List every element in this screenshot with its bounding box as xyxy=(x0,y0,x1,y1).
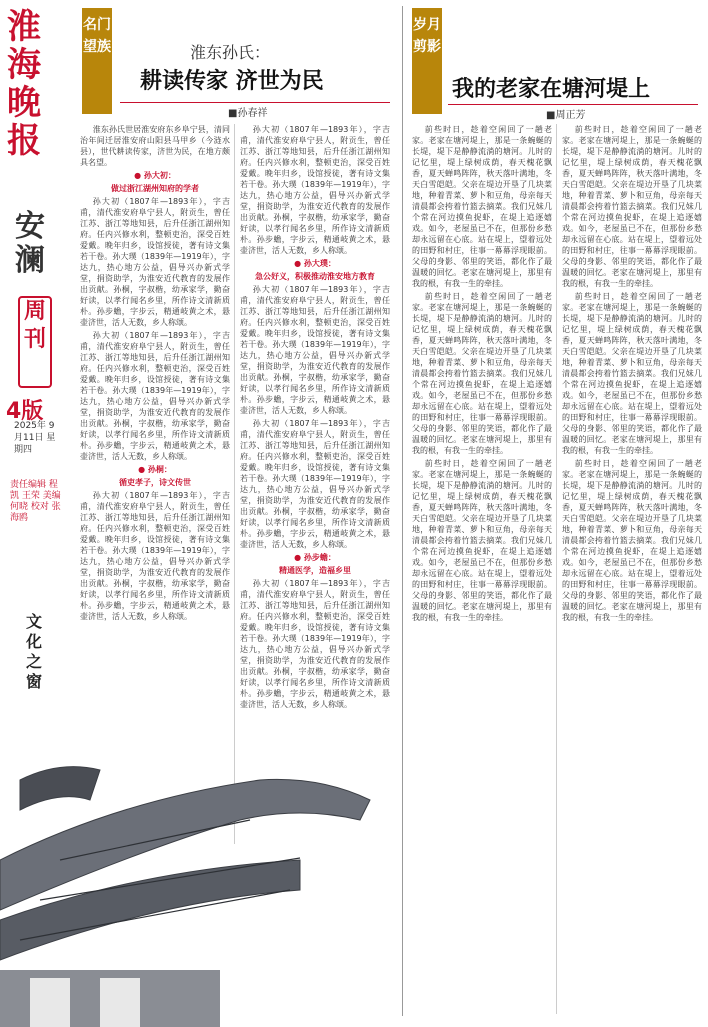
article-title-left: 耕读传家 济世为民 xyxy=(140,69,324,94)
body-paragraph: 孙大初（1807年—1893年），字吉甫，清代淮安府阜宁县人，附贡生，曾任江苏、浙江等地知县，后升任浙江湖州知府。任内兴修水利，整顿吏治，深受百姓爱戴。晚年归乡，设馆授徒，著有诗文集若干卷。孙大璞（1839年—1919年），字达九，热心地方公益，倡导兴办新式学堂，捐资助学，为淮安近代教育的发展作出贡献。孙桐，字叔楷，幼承家学，勤奋好读，以孝行闻名乡里，所作诗文清新质朴。孙步蟾，字步云，精通岐黄之术，悬壶济世，活人无数，乡人称颂。 xyxy=(240,579,390,709)
subhead-2-desc: 急公好义，积极推动淮安地方教育 xyxy=(255,272,375,281)
editorial-staff: 责任编辑 程凯 王荣 美编 何晓 校对 张海鸥 xyxy=(10,480,61,523)
byline-left: ■孙春祥 xyxy=(228,108,268,119)
pavilion-roof-illustration xyxy=(0,740,380,1027)
byline-right: ■周正芳 xyxy=(546,110,586,121)
masthead-title: 淮海晚报 xyxy=(7,7,41,161)
body-paragraph: 孙大初（1807年—1893年），字吉甫，清代淮安府阜宁县人，附贡生，曾任江苏、浙江等地知县，后升任浙江湖州知府。任内兴修水利，整顿吏治，深受百姓爱戴。晚年归乡，设馆授徒，著有诗文集若干卷。孙大璞（1839年—1919年），字达九，热心地方公益，倡导兴办新式学堂，捐资助学，为淮安近代教育的发展作出贡献。孙桐，字叔楷，幼承家学，勤奋好读，以孝行闻名乡里，所作诗文清新质朴。孙步蟾，字步云，精通岐黄之术，悬壶济世，活人无数，乡人称颂。 xyxy=(80,331,230,461)
subhead-4: ● 孙步蟾： xyxy=(294,553,336,562)
edition-badge: 周刊 xyxy=(18,296,52,388)
body-paragraph: 前些时日，趁着空闲回了一趟老家。老家在塘河堤上，那是一条蜿蜒的长堤，堤下是静静流淌的塘河。儿时的记忆里，堤上绿树成荫，春天槐花飘香，夏天蝉鸣阵阵，秋天落叶满地，冬天白雪皑皑。父亲在堤边开垦了几块菜地，种着青菜、萝卜和豆角，母亲每天清晨都会挎着竹篮去摘菜。我们兄妹几个常在河边摸鱼捉虾，在堤上追逐嬉戏。如今，老屋虽已不在，但那份乡愁却永远留在心底。站在堤上，望着远处的田野和村庄，往事一幕幕浮现眼前。父母的身影、邻里的笑语，都化作了最温暖的回忆。老家在塘河堤上，那里有我的根，有我一生的牵挂。 xyxy=(412,125,552,288)
body-paragraph: 前些时日，趁着空闲回了一趟老家。老家在塘河堤上，那是一条蜿蜒的长堤，堤下是静静流淌的塘河。儿时的记忆里，堤上绿树成荫，春天槐花飘香，夏天蝉鸣阵阵，秋天落叶满地，冬天白雪皑皑。父亲在堤边开垦了几块菜地，种着青菜、萝卜和豆角，母亲每天清晨都会挎着竹篮去摘菜。我们兄妹几个常在河边摸鱼捉虾，在堤上追逐嬉戏。如今，老屋虽已不在，但那份乡愁却永远留在心底。站在堤上，望着远处的田野和村庄，往事一幕幕浮现眼前。父母的身影、邻里的笑语，都化作了最温暖的回忆。老家在塘河堤上，那里有我的根，有我一生的牵挂。 xyxy=(412,292,552,455)
issue-date: 2025年 9月11日 星期四 xyxy=(14,421,56,455)
text-column-2 xyxy=(240,124,390,844)
subhead-2: ● 孙大璞： xyxy=(294,259,336,268)
text-column-3 xyxy=(412,124,552,1014)
column-divider xyxy=(556,124,557,1014)
body-paragraph: 孙大初（1807年—1893年），字吉甫，清代淮安府阜宁县人，附贡生，曾任江苏、浙江等地知县，后升任浙江湖州知府。任内兴修水利，整顿吏治，深受百姓爱戴。晚年归乡，设馆授徒，著有诗文集若干卷。孙大璞（1839年—1919年），字达九，热心地方公益，倡导兴办新式学堂，捐资助学，为淮安近代教育的发展作出贡献。孙桐，字叔楷，幼承家学，勤奋好读，以孝行闻名乡里，所作诗文清新质朴。孙步蟾，字步云，精通岐黄之术，悬壶济世，活人无数，乡人称颂。 xyxy=(240,285,390,415)
page-number: 4版 xyxy=(6,399,44,424)
body-paragraph: 孙大初（1807年—1893年），字吉甫，清代淮安府阜宁县人，附贡生，曾任江苏、浙江等地知县，后升任浙江湖州知府。任内兴修水利，整顿吏治，深受百姓爱戴。晚年归乡，设馆授徒，著有诗文集若干卷。孙大璞（1839年—1919年），字达九，热心地方公益，倡导兴办新式学堂，捐资助学，为淮安近代教育的发展作出贡献。孙桐，字叔楷，幼承家学，勤奋好读，以孝行闻名乡里，所作诗文清新质朴。孙步蟾，字步云，精通岐黄之术，悬壶济世，活人无数，乡人称颂。 xyxy=(240,419,390,549)
body-paragraph: 前些时日，趁着空闲回了一趟老家。老家在塘河堤上，那是一条蜿蜒的长堤，堤下是静静流淌的塘河。儿时的记忆里，堤上绿树成荫，春天槐花飘香，夏天蝉鸣阵阵，秋天落叶满地，冬天白雪皑皑。父亲在堤边开垦了几块菜地，种着青菜、萝卜和豆角，母亲每天清晨都会挎着竹篮去摘菜。我们兄妹几个常在河边摸鱼捉虾，在堤上追逐嬉戏。如今，老屋虽已不在，但那份乡愁却永远留在心底。站在堤上，望着远处的田野和村庄，往事一幕幕浮现眼前。父母的身影、邻里的笑语，都化作了最温暖的回忆。老家在塘河堤上，那里有我的根，有我一生的牵挂。 xyxy=(412,459,552,622)
subhead-4-desc: 精通医学，造福乡里 xyxy=(279,566,351,575)
column-divider xyxy=(234,124,235,844)
page-divider xyxy=(402,6,403,1016)
body-paragraph: 前些时日，趁着空闲回了一趟老家。老家在塘河堤上，那是一条蜿蜒的长堤，堤下是静静流淌的塘河。儿时的记忆里，堤上绿树成荫，春天槐花飘香，夏天蝉鸣阵阵，秋天落叶满地，冬天白雪皑皑。父亲在堤边开垦了几块菜地，种着青菜、萝卜和豆角，母亲每天清晨都会挎着竹篮去摘菜。我们兄妹几个常在河边摸鱼捉虾，在堤上追逐嬉戏。如今，老屋虽已不在，但那份乡愁却永远留在心底。站在堤上，望着远处的田野和村庄，往事一幕幕浮现眼前。父母的身影、邻里的笑语，都化作了最温暖的回忆。老家在塘河堤上，那里有我的根，有我一生的牵挂。 xyxy=(562,459,702,622)
article-title-right: 我的老家在塘河堤上 xyxy=(452,77,651,102)
title-rule-right xyxy=(448,104,698,105)
title-rule-left xyxy=(120,102,390,103)
subhead-1-desc: 做过浙江湖州知府的学者 xyxy=(111,184,199,193)
intro-paragraph: 淮东孙氏世居淮安府东乡阜宁县，清同治年间迁居淮安府山阳县马甲乡（今涟水县），世代耕读传家，济世为民，在地方颇具名望。 xyxy=(80,125,230,167)
body-paragraph: 前些时日，趁着空闲回了一趟老家。老家在塘河堤上，那是一条蜿蜒的长堤，堤下是静静流淌的塘河。儿时的记忆里，堤上绿树成荫，春天槐花飘香，夏天蝉鸣阵阵，秋天落叶满地，冬天白雪皑皑。父亲在堤边开垦了几块菜地，种着青菜、萝卜和豆角，母亲每天清晨都会挎着竹篮去摘菜。我们兄妹几个常在河边摸鱼捉虾，在堤上追逐嬉戏。如今，老屋虽已不在，但那份乡愁却永远留在心底。站在堤上，望着远处的田野和村庄，往事一幕幕浮现眼前。父母的身影、邻里的笑语，都化作了最温暖的回忆。老家在塘河堤上，那里有我的根，有我一生的牵挂。 xyxy=(562,292,702,455)
column-tag-left: 名门望族 xyxy=(82,8,112,114)
section-label: 文化之窗 xyxy=(25,612,42,691)
column-tag-right: 岁月剪影 xyxy=(412,8,442,114)
text-column-1 xyxy=(80,124,230,744)
body-paragraph: 前些时日，趁着空闲回了一趟老家。老家在塘河堤上，那是一条蜿蜒的长堤，堤下是静静流淌的塘河。儿时的记忆里，堤上绿树成荫，春天槐花飘香，夏天蝉鸣阵阵，秋天落叶满地，冬天白雪皑皑。父亲在堤边开垦了几块菜地，种着青菜、萝卜和豆角，母亲每天清晨都会挎着竹篮去摘菜。我们兄妹几个常在河边摸鱼捉虾，在堤上追逐嬉戏。如今，老屋虽已不在，但那份乡愁却永远留在心底。站在堤上，望着远处的田野和村庄，往事一幕幕浮现眼前。父母的身影、邻里的笑语，都化作了最温暖的回忆。老家在塘河堤上，那里有我的根，有我一生的牵挂。 xyxy=(562,125,702,288)
subhead-3-desc: 循吏孝子，诗文传世 xyxy=(119,478,191,487)
text-column-4 xyxy=(562,124,702,1014)
edition-title: 安澜 xyxy=(15,209,45,278)
subhead-3: ● 孙桐： xyxy=(138,465,172,474)
article-subtitle: 淮东孙氏： xyxy=(190,43,271,62)
body-paragraph: 孙大初（1807年—1893年），字吉甫，清代淮安府阜宁县人，附贡生，曾任江苏、浙江等地知县，后升任浙江湖州知府。任内兴修水利，整顿吏治，深受百姓爱戴。晚年归乡，设馆授徒，著有诗文集若干卷。孙大璞（1839年—1919年），字达九，热心地方公益，倡导兴办新式学堂，捐资助学，为淮安近代教育的发展作出贡献。孙桐，字叔楷，幼承家学，勤奋好读，以孝行闻名乡里，所作诗文清新质朴。孙步蟾，字步云，精通岐黄之术，悬壶济世，活人无数，乡人称颂。 xyxy=(80,491,230,621)
body-paragraph: 孙大初（1807年—1893年），字吉甫，清代淮安府阜宁县人，附贡生，曾任江苏、浙江等地知县，后升任浙江湖州知府。任内兴修水利，整顿吏治，深受百姓爱戴。晚年归乡，设馆授徒，著有诗文集若干卷。孙大璞（1839年—1919年），字达九，热心地方公益，倡导兴办新式学堂，捐资助学，为淮安近代教育的发展作出贡献。孙桐，字叔楷，幼承家学，勤奋好读，以孝行闻名乡里，所作诗文清新质朴。孙步蟾，字步云，精通岐黄之术，悬壶济世，活人无数，乡人称颂。 xyxy=(240,125,390,255)
subhead-1: ● 孙大初： xyxy=(134,171,176,180)
body-paragraph: 孙大初（1807年—1893年），字吉甫，清代淮安府阜宁县人，附贡生，曾任江苏、浙江等地知县，后升任浙江湖州知府。任内兴修水利，整顿吏治，深受百姓爱戴。晚年归乡，设馆授徒，著有诗文集若干卷。孙大璞（1839年—1919年），字达九，热心地方公益，倡导兴办新式学堂，捐资助学，为淮安近代教育的发展作出贡献。孙桐，字叔楷，幼承家学，勤奋好读，以孝行闻名乡里，所作诗文清新质朴。孙步蟾，字步云，精通岐黄之术，悬壶济世，活人无数，乡人称颂。 xyxy=(80,197,230,327)
